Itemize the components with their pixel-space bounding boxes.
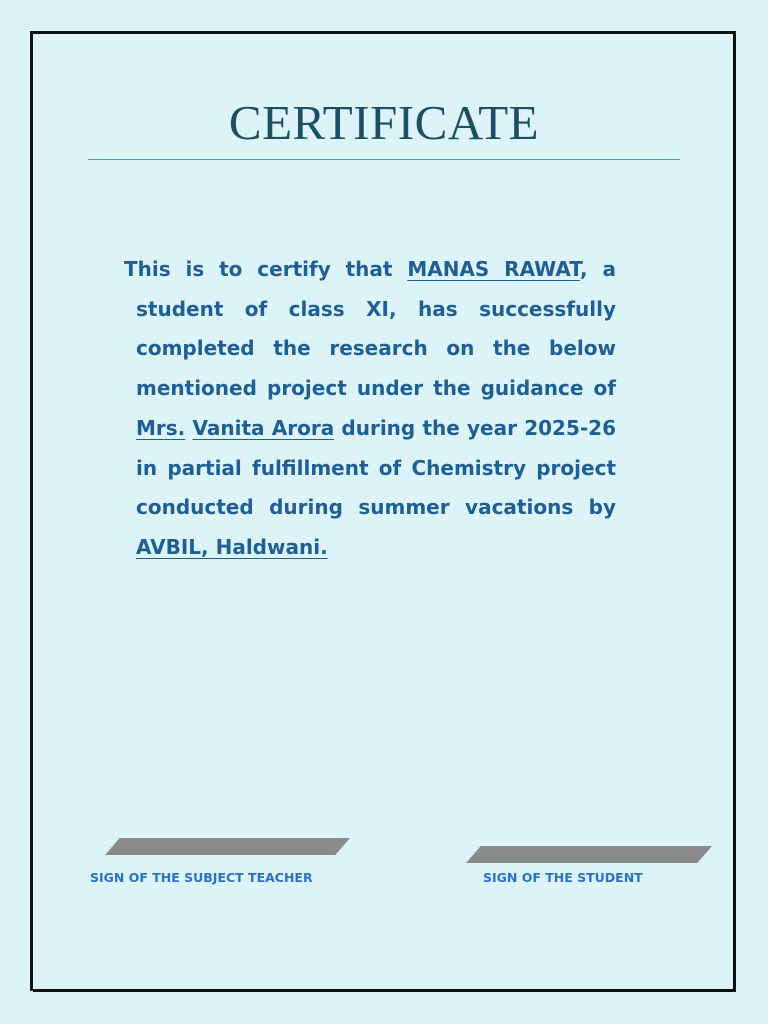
student-name: MANAS RAWAT: [407, 257, 581, 281]
teacher-title: Mrs.: [136, 415, 186, 440]
body-part-2: , a student of class XI, has successfully completed the research on the below mentioned project under the guidance of: [136, 257, 617, 401]
student-signature-label: SIGN OF THE STUDENT: [483, 870, 643, 885]
student-signature-line: [466, 846, 712, 863]
institution-name: AVBIL, Haldwani.: [136, 534, 328, 559]
certificate-title: CERTIFICATE: [228, 95, 540, 150]
body-intro: This is to certify that: [124, 257, 408, 281]
teacher-signature-line: [105, 838, 350, 855]
title-divider: [88, 159, 680, 160]
certificate-body: [124, 250, 617, 568]
teacher-signature-label: SIGN OF THE SUBJECT TEACHER: [90, 870, 313, 885]
body-part-3: during the year 2025-26 in partial fulfillment of Chemistry project conducted during summer vacations by: [136, 415, 616, 520]
teacher-name: Vanita Arora: [192, 415, 335, 440]
body-space: [185, 416, 192, 440]
